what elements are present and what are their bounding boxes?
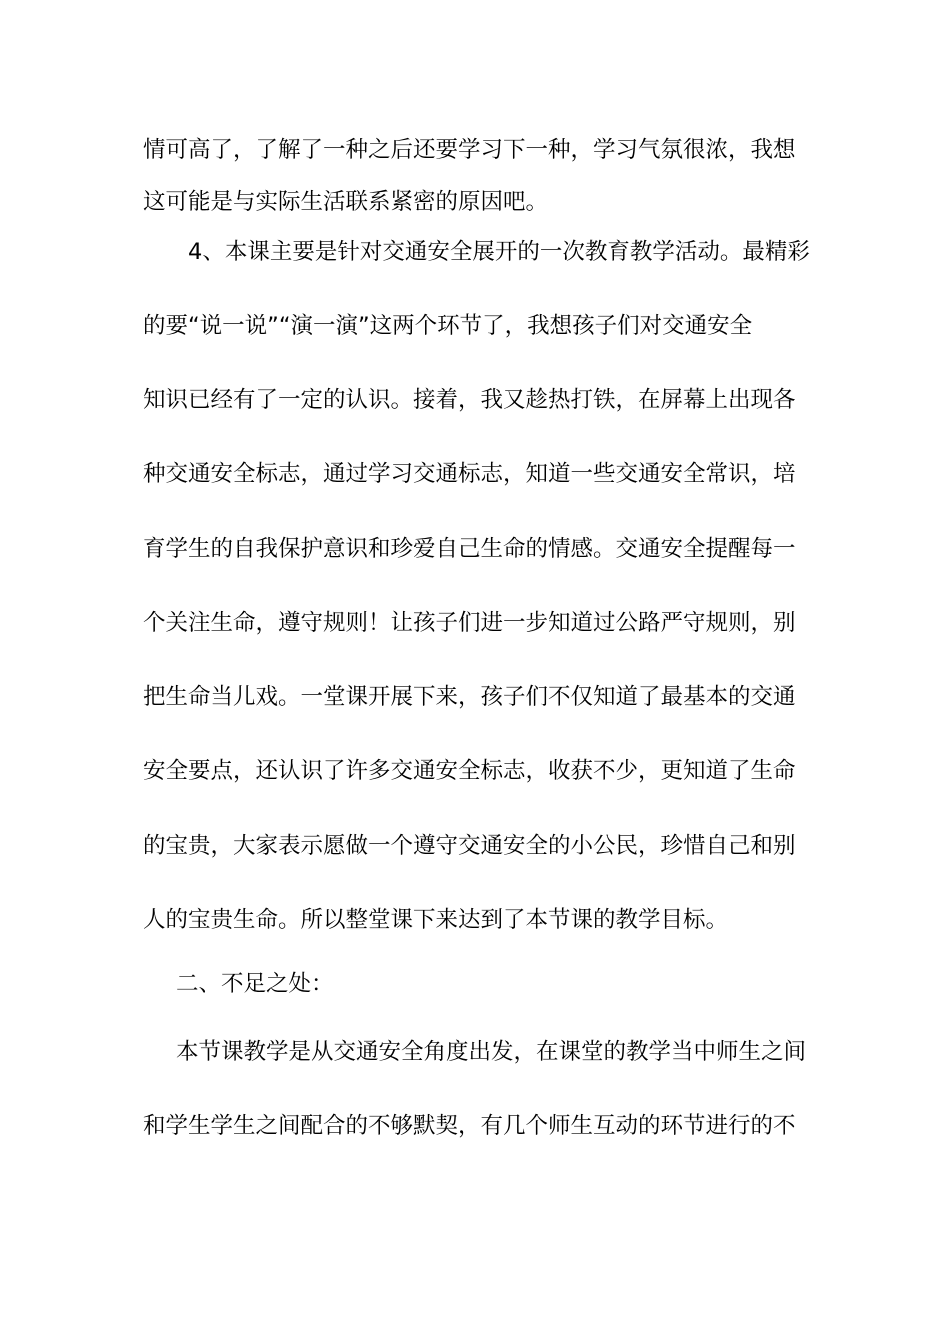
paragraph-3-line-3: 这可能是与实际生活联系紧密的原因吧。 [143,189,549,215]
paragraph-4-line-10: 人的宝贵生命。所以整堂课下来达到了本节课的教学目标。 [143,907,729,933]
paragraph-4-line-9: 的宝贵，大家表示愿做一个遵守交通安全的小公民，珍惜自己和别 [143,833,796,859]
paragraph-4-line-8: 安全要点，还认识了许多交通安全标志，收获不少，更知道了生命 [143,758,796,784]
paragraph-4-line-4: 种交通安全标志，通过学习交通标志，知道一些交通安全常识，培 [143,461,796,487]
paragraph-4-line-3: 知识已经有了一定的认识。接着，我又趁热打铁，在屏幕上出现各 [143,387,796,413]
paragraph-4-line-7: 把生命当儿戏。一堂课开展下来，孩子们不仅知道了最基本的交通 [143,684,796,710]
paragraph-4-line-2: 的要“说一说”“演一演”这两个环节了，我想孩子们对交通安全 [143,313,753,339]
paragraph-3-line-2: 情可高了，了解了一种之后还要学习下一种，学习气氛很浓，我想 [143,137,796,163]
paragraph-5-line-1: 本节课教学是从交通安全角度出发，在课堂的教学当中师生之间 [176,1039,807,1065]
paragraph-4-line-5: 育学生的自我保护意识和珍爱自己生命的情感。交通安全提醒每一 [143,536,796,562]
paragraph-5-line-2: 和学生学生之间配合的不够默契，有几个师生互动的环节进行的不 [143,1113,796,1139]
section-heading: 二、不足之处： [176,971,334,997]
paragraph-4-line-6: 个关注生命，遵守规则！让孩子们进一步知道过公路严守规则，别 [143,610,796,636]
paragraph-4-line-1: 4、本课主要是针对交通安全展开的一次教育教学活动。最精彩 [188,239,810,265]
